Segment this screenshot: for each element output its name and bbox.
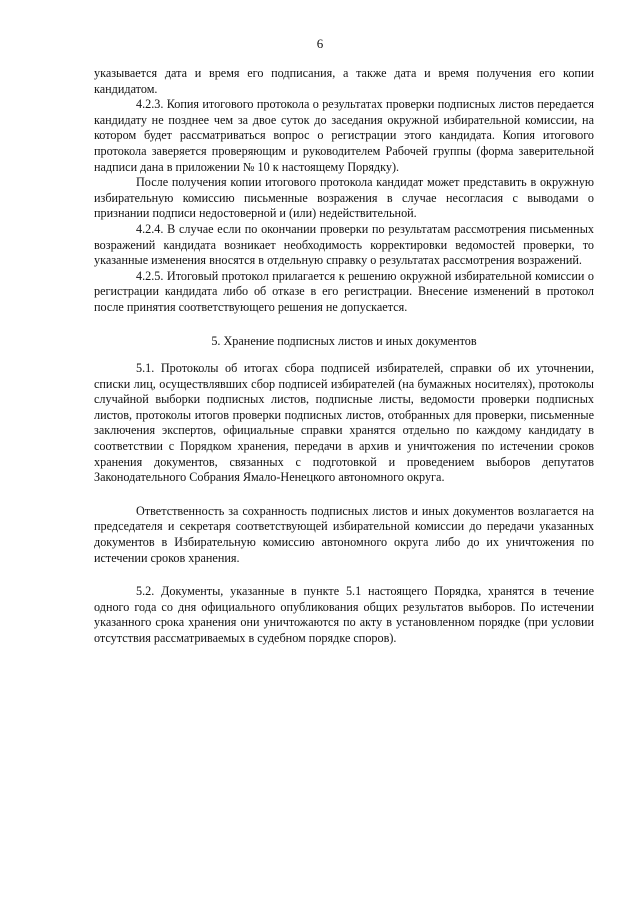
document-body: [94, 66, 594, 647]
paragraph-responsibility: Ответственность за сохранность подписных листов и иных документов возлагается на председателя и секретаря соответствующей избирательной комиссии до передачи указанных документов в Избирательную комиссию автономного округа либо до их уничтожения по истечении сроков хранения.: [94, 503, 594, 565]
paragraph-continuation: указывается дата и время его подписания, а также дата и время получения его копии кандидатом.: [94, 66, 594, 96]
section-5-title: 5. Хранение подписных листов и иных документов: [211, 333, 477, 348]
paragraph-5-1: 5.1. Протоколы об итогах сбора подписей избирателей, справки об их уточнении, списки лиц, осуществлявших сбор подписей избирателей (на бумажных носителях), протоколы случайной выборки подписных листов, подписные листы, ведомости проверки подписных листов, протоколы итогов проверки подписных листов, отобранных для проверки, письменные заключения экспертов, официальные справки хранятся отдельно по каждому кандидату в соответствии с Порядком хранения, передачи в архив и уничтожения по истечении сроков хранения документов, связанных с подготовкой и проведением выборов депутатов Законодательного Собрания Ямало-Ненецкого автономного округа.: [94, 361, 594, 485]
paragraph-4-2-3: 4.2.3. Копия итогового протокола о результатах проверки подписных листов передается кандидату не позднее чем за двое суток до заседания окружной избирательной комиссии, на котором будет рассматриваться вопрос о регистрации этого кандидата. Копия итогового протокола заверяется проверяющим и руководителем Рабочей группы (форма заверительной надписи дана в приложении № 10 к настоящему Порядку).: [94, 97, 594, 174]
paragraph-4-2-4: 4.2.4. В случае если по окончании проверки по результатам рассмотрения письменных возражений кандидата возникает необходимость корректировки ведомостей проверки, то указанные изменения вносятся в отдельную справку о результатах рассмотрения возражений.: [94, 221, 594, 268]
paragraph-4-2-5: 4.2.5. Итоговый протокол прилагается к решению окружной избирательной комиссии о регистрации кандидата либо об отказе в его регистрации. Внесение изменений в протокол после принятия соответствующего решения не допускается.: [94, 268, 594, 314]
paragraph-objections: После получения копии итогового протокола кандидат может представить в окружную избирательную комиссию письменные возражения в случае несогласия с выводами о признании подписи недостоверной и (или) недействительной.: [94, 175, 594, 221]
page-number: 6: [316, 36, 324, 51]
paragraph-5-2: 5.2. Документы, указанные в пункте 5.1 настоящего Порядка, хранятся в течение одного года со дня официального опубликования общих результатов выборов. По истечении указанного срока хранения они уничтожаются по акту в установленном порядке (при условии отсутствия рассматриваемых в судебном порядке споров).: [94, 584, 594, 645]
